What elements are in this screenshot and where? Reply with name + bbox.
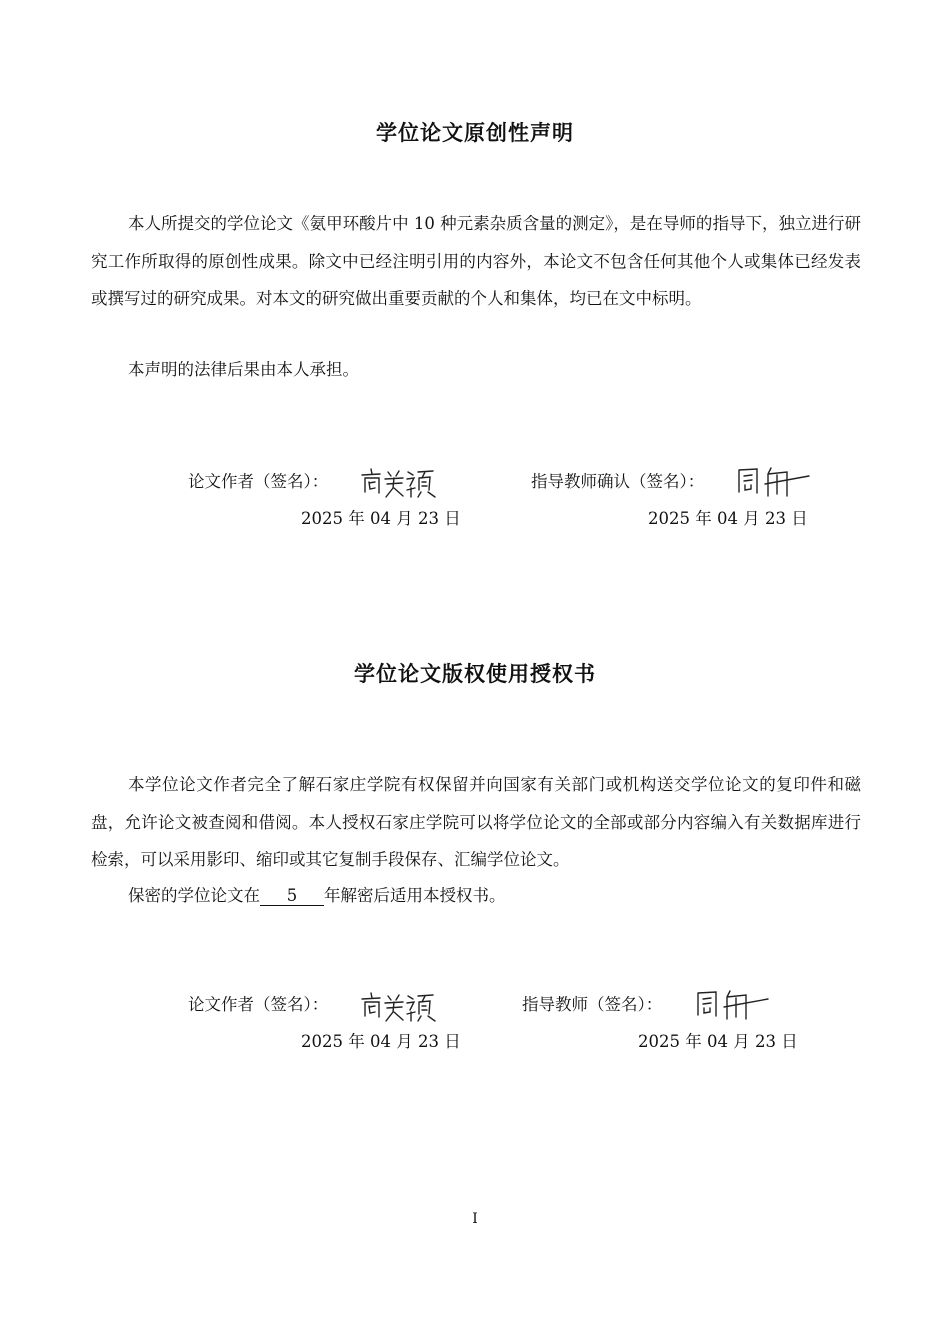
declaration-paragraph-1: 本人所提交的学位论文《氨甲环酸片中 10 种元素杂质含量的测定》，是在导师的指导下，独立进行研究工作所取得的原创性成果。除文中已经注明引用的内容外，本论文不包含任何其他个人或集体已经发表或撰写过的研究成果。对本文的研究做出重要贡献的个人和集体，均已在文中标明。 <box>91 214 861 308</box>
authorization-paragraph-1: 本学位论文作者完全了解石家庄学院有权保留并向国家有关部门或机构送交学位论文的复印件和磁盘，允许论文被查阅和借阅。本人授权石家庄学院可以将学位论文的全部或部分内容编入有关数据库进行检索，可以采用影印、缩印或其它复制手段保存、汇编学位论文。 <box>91 775 861 869</box>
declaration-advisor-label: 指导教师确认（签名）： <box>531 472 705 491</box>
confidential-suffix: 年解密后适用本授权书。 <box>324 886 506 905</box>
declaration-author-label: 论文作者（签名）： <box>188 472 329 491</box>
confidential-statement <box>91 877 861 915</box>
author-signature-1 <box>358 466 438 500</box>
declaration-title: 学位论文原创性声明 <box>376 121 574 145</box>
authorization-author-label: 论文作者（签名）： <box>188 995 329 1014</box>
authorization-author-date: 2025 年 04 月 23 日 <box>301 1032 461 1051</box>
authorization-advisor-date: 2025 年 04 月 23 日 <box>638 1032 798 1051</box>
declaration-advisor-date: 2025 年 04 月 23 日 <box>648 509 808 528</box>
authorization-title: 学位论文版权使用授权书 <box>354 662 596 686</box>
author-signature-2 <box>358 990 438 1024</box>
declaration-author-date: 2025 年 04 月 23 日 <box>301 509 461 528</box>
declaration-paragraph-2: 本声明的法律后果由本人承担。 <box>128 360 359 379</box>
confidential-years: 5 <box>260 887 324 906</box>
confidential-prefix: 保密的学位论文在 <box>128 886 260 905</box>
advisor-signature-1 <box>735 462 813 502</box>
page-number: I <box>472 1211 478 1227</box>
advisor-signature-2 <box>694 985 772 1025</box>
authorization-advisor-label: 指导教师（签名）： <box>522 995 663 1014</box>
